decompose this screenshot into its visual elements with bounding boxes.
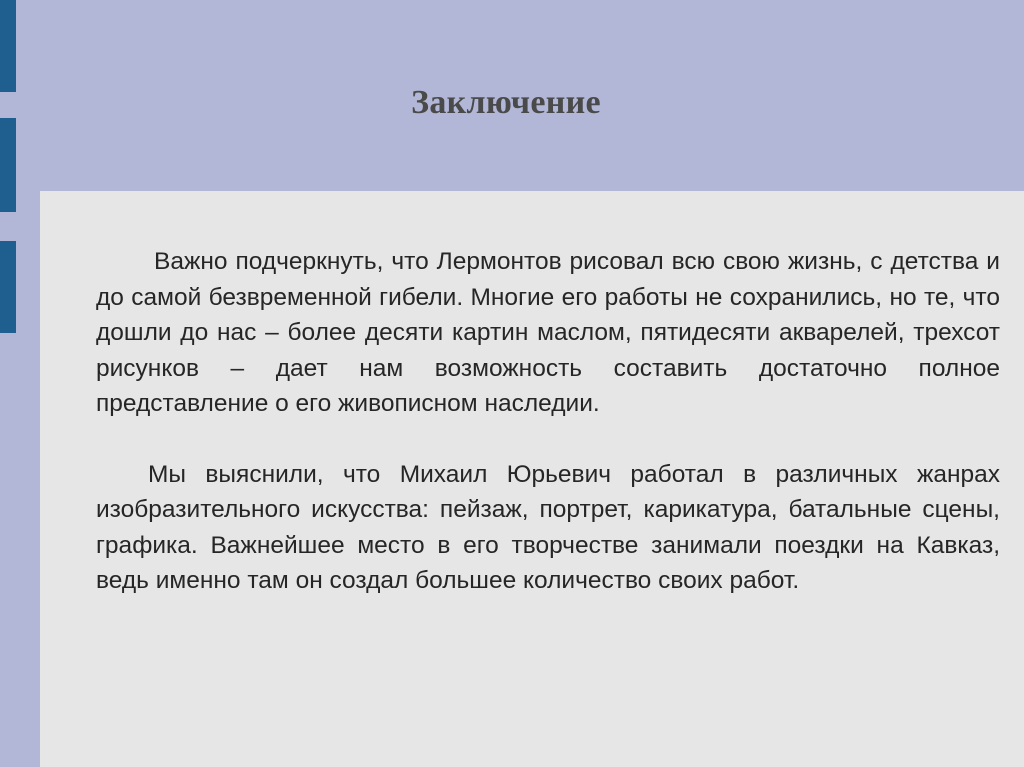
accent-bar-top (0, 0, 16, 92)
slide-body (96, 244, 1000, 599)
paragraph-1: Важно подчеркнуть, что Лермонтов рисовал всю свою жизнь, с детства и до самой безвременной гибели. Многие его работы не сохранились, но те, что дошли до нас – более десяти картин маслом, пятидесяти акварелей, трехсот рисунков – дает нам возможность составить достаточно полное представление о его живописном наследии. (96, 248, 1000, 417)
accent-bar-middle (0, 118, 16, 212)
slide-title: Заключение (411, 84, 601, 121)
accent-bar-bottom (0, 241, 16, 333)
paragraph-2: Мы выяснили, что Михаил Юрьевич работал в различных жанрах изобразительного искусства: пейзаж, портрет, карикатура, батальные сцены, графика. Важнейшее место в его творчестве занимали поездки на Кавказ, ведь именно там он создал большее количество своих работ. (96, 460, 1000, 594)
